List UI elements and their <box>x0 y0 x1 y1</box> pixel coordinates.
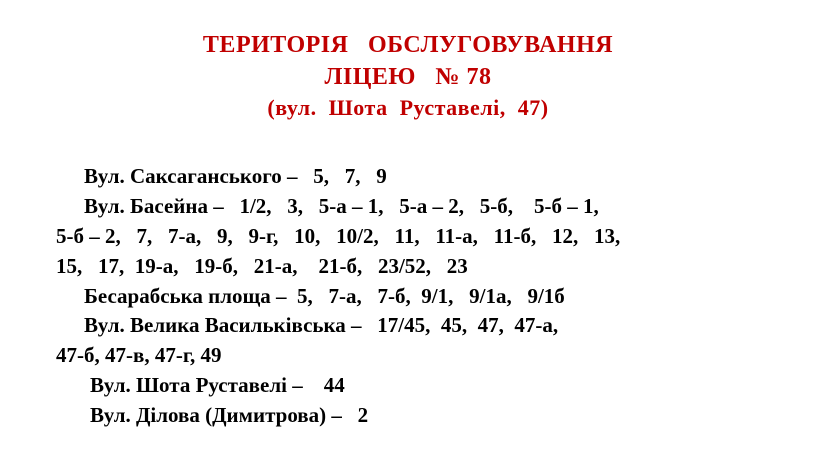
list-item: Вул. Саксаганського – 5, 7, 9 <box>84 164 387 189</box>
document-title-block <box>0 0 816 122</box>
address-list <box>0 162 816 430</box>
list-item: Бесарабська площа – 5, 7-а, 7-б, 9/1, 9/1а, 9/1б <box>84 283 565 308</box>
list-item: Вул. Шота Руставелі – 44 <box>90 373 345 398</box>
list-item: Вул. Ділова (Димитрова) – 2 <box>90 402 369 427</box>
list-item: Вул. Велика Васильківська – 17/45, 45, 47, 47-а, <box>84 313 559 338</box>
list-item: Вул. Басейна – 1/2, 3, 5-а – 1, 5-а – 2, 5-б, 5-б – 1, <box>84 194 599 219</box>
page-title-line-1: ТЕРИТОРІЯ ОБСЛУГОВУВАННЯ <box>202 32 614 58</box>
list-item-continuation: 5-б – 2, 7, 7-а, 9, 9-г, 10, 10/2, 11, 11-а, 11-б, 12, 13, <box>56 224 621 248</box>
page-title-line-2: ЛІЦЕЮ № 78 <box>324 63 492 90</box>
list-item-continuation: 15, 17, 19-а, 19-б, 21-а, 21-б, 23/52, 23 <box>56 253 468 278</box>
list-item-continuation: 47-б, 47-в, 47-г, 49 <box>56 343 222 368</box>
page-title-line-3: (вул. Шота Руставелі, 47) <box>267 95 549 121</box>
